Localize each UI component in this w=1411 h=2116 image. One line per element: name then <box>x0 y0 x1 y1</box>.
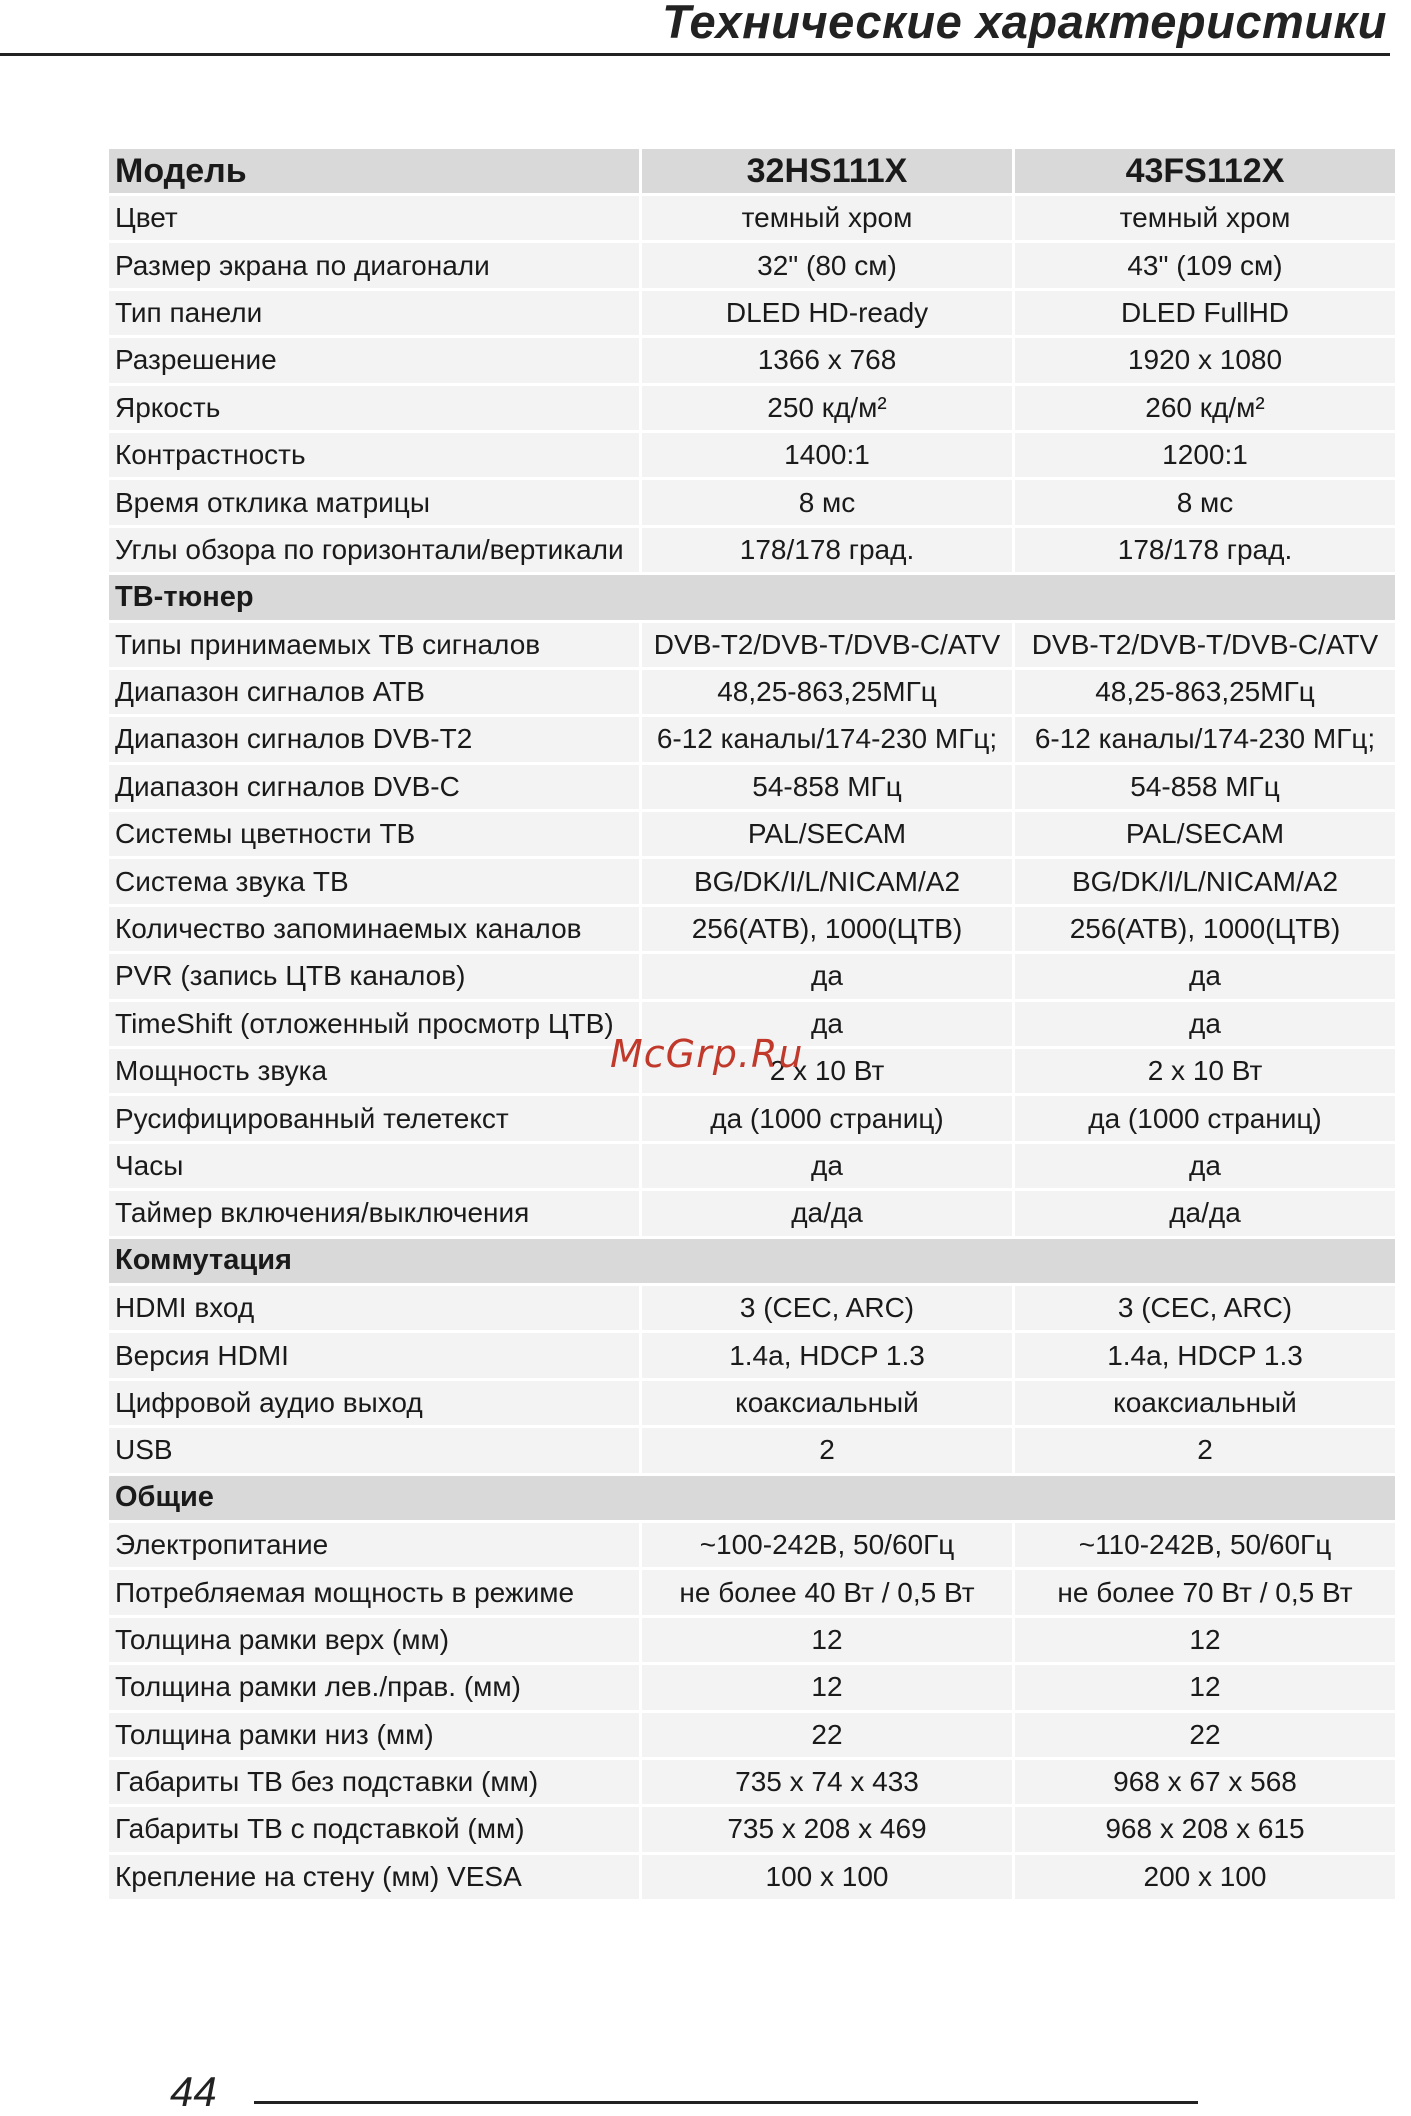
watermark: McGrp.Ru <box>610 1032 804 1076</box>
table-row <box>108 1711 1397 1758</box>
spec-label: Система звука ТВ <box>108 858 641 905</box>
table-row <box>108 1095 1397 1142</box>
spec-value-model-1: да (1000 страниц) <box>641 1095 1014 1142</box>
table-row <box>108 621 1397 668</box>
spec-value-model-2: 968 x 67 x 568 <box>1014 1758 1397 1805</box>
section-title: Коммутация <box>108 1237 1397 1284</box>
table-row <box>108 953 1397 1000</box>
spec-value-model-2: 178/178 град. <box>1014 526 1397 573</box>
spec-label: Количество запоминаемых каналов <box>108 905 641 952</box>
spec-value-model-1: 2 <box>641 1427 1014 1474</box>
table-row <box>108 1806 1397 1853</box>
spec-label: Цифровой аудио выход <box>108 1379 641 1426</box>
spec-value-model-1: 22 <box>641 1711 1014 1758</box>
spec-label: Разрешение <box>108 337 641 384</box>
spec-label: HDMI вход <box>108 1284 641 1331</box>
spec-value-model-2: 54-858 МГц <box>1014 763 1397 810</box>
spec-value-model-1: 48,25-863,25МГц <box>641 668 1014 715</box>
spec-label: Типы принимаемых ТВ сигналов <box>108 621 641 668</box>
spec-label: Мощность звука <box>108 1048 641 1095</box>
table-row <box>108 1616 1397 1663</box>
spec-value-model-1: 250 кд/м² <box>641 384 1014 431</box>
table-row <box>108 384 1397 431</box>
table-row <box>108 479 1397 526</box>
table-row <box>108 1664 1397 1711</box>
spec-label: Версия HDMI <box>108 1332 641 1379</box>
spec-value-model-2: BG/DK/I/L/NICAM/A2 <box>1014 858 1397 905</box>
spec-value-model-2: темный хром <box>1014 195 1397 242</box>
section-title: ТВ-тюнер <box>108 574 1397 621</box>
spec-value-model-2: 3 (CEC, ARC) <box>1014 1284 1397 1331</box>
spec-value-model-2: 22 <box>1014 1711 1397 1758</box>
table-row <box>108 289 1397 336</box>
spec-value-model-2: 2 <box>1014 1427 1397 1474</box>
spec-value-model-1: 1400:1 <box>641 431 1014 478</box>
spec-value-model-1: 3 (CEC, ARC) <box>641 1284 1014 1331</box>
spec-value-model-1: да <box>641 1142 1014 1189</box>
footer-divider <box>254 2101 1198 2104</box>
spec-value-model-2: PAL/SECAM <box>1014 811 1397 858</box>
spec-value-model-2: коаксиальный <box>1014 1379 1397 1426</box>
spec-value-model-2: да <box>1014 1000 1397 1047</box>
spec-label: Углы обзора по горизонтали/вертикали <box>108 526 641 573</box>
spec-value-model-2: 968 x 208 x 615 <box>1014 1806 1397 1853</box>
section-general <box>108 1474 1397 1521</box>
spec-label: Толщина рамки низ (мм) <box>108 1711 641 1758</box>
table-row <box>108 1569 1397 1616</box>
spec-value-model-2: 1.4a, HDCP 1.3 <box>1014 1332 1397 1379</box>
spec-value-model-1: 735 x 208 x 469 <box>641 1806 1014 1853</box>
spec-value-model-2: 8 мс <box>1014 479 1397 526</box>
spec-label: Время отклика матрицы <box>108 479 641 526</box>
spec-value-model-1: 1366 x 768 <box>641 337 1014 384</box>
table-row <box>108 1853 1397 1900</box>
spec-table <box>106 146 1398 1902</box>
page-title: Технические характеристики <box>662 0 1387 48</box>
spec-value-model-2: 200 x 100 <box>1014 1853 1397 1900</box>
table-row <box>108 668 1397 715</box>
model-header-row <box>108 148 1397 195</box>
model-label: Модель <box>108 148 641 195</box>
table-row <box>108 1284 1397 1331</box>
table-row <box>108 1332 1397 1379</box>
table-row <box>108 1142 1397 1189</box>
spec-value-model-2: 12 <box>1014 1616 1397 1663</box>
table-row <box>108 1427 1397 1474</box>
spec-value-model-2: да (1000 страниц) <box>1014 1095 1397 1142</box>
spec-label: Цвет <box>108 195 641 242</box>
spec-value-model-1: ~100-242В, 50/60Гц <box>641 1521 1014 1568</box>
spec-label: Русифицированный телетекст <box>108 1095 641 1142</box>
spec-value-model-2: 48,25-863,25МГц <box>1014 668 1397 715</box>
spec-value-model-1: темный хром <box>641 195 1014 242</box>
spec-value-model-1: 6-12 каналы/174-230 МГц; <box>641 716 1014 763</box>
spec-label: Крепление на стену (мм) VESA <box>108 1853 641 1900</box>
section-title: Общие <box>108 1474 1397 1521</box>
spec-label: Толщина рамки верх (мм) <box>108 1616 641 1663</box>
header-divider <box>0 53 1390 56</box>
table-row <box>108 1190 1397 1237</box>
spec-value-model-1: 1.4a, HDCP 1.3 <box>641 1332 1014 1379</box>
spec-label: Диапазон сигналов DVB-T2 <box>108 716 641 763</box>
spec-label: Контрастность <box>108 431 641 478</box>
spec-value-model-1: PAL/SECAM <box>641 811 1014 858</box>
spec-value-model-1: 100 x 100 <box>641 1853 1014 1900</box>
spec-value-model-2: DLED FullHD <box>1014 289 1397 336</box>
spec-label: Таймер включения/выключения <box>108 1190 641 1237</box>
table-row <box>108 431 1397 478</box>
spec-label: Размер экрана по диагонали <box>108 242 641 289</box>
model-name-1: 32HS111X <box>641 148 1014 195</box>
page-number: 44 <box>170 2068 217 2115</box>
spec-label: Тип панели <box>108 289 641 336</box>
table-row <box>108 1758 1397 1805</box>
model-name-2: 43FS112X <box>1014 148 1397 195</box>
table-row <box>108 526 1397 573</box>
spec-label: Толщина рамки лев./прав. (мм) <box>108 1664 641 1711</box>
spec-value-model-1: BG/DK/I/L/NICAM/A2 <box>641 858 1014 905</box>
spec-label: Габариты ТВ с подставкой (мм) <box>108 1806 641 1853</box>
spec-value-model-2: да <box>1014 953 1397 1000</box>
spec-label: Часы <box>108 1142 641 1189</box>
table-row <box>108 811 1397 858</box>
spec-value-model-1: 32" (80 см) <box>641 242 1014 289</box>
spec-value-model-2: да <box>1014 1142 1397 1189</box>
spec-value-model-1: 54-858 МГц <box>641 763 1014 810</box>
spec-label: USB <box>108 1427 641 1474</box>
section-connectivity <box>108 1237 1397 1284</box>
spec-value-model-1: да <box>641 953 1014 1000</box>
spec-value-model-1: 12 <box>641 1664 1014 1711</box>
table-row <box>108 195 1397 242</box>
spec-label: PVR (запись ЦТВ каналов) <box>108 953 641 1000</box>
table-row <box>108 242 1397 289</box>
spec-label: Системы цветности ТВ <box>108 811 641 858</box>
spec-value-model-2: DVB-T2/DVB-T/DVB-C/ATV <box>1014 621 1397 668</box>
spec-value-model-2: ~110-242В, 50/60Гц <box>1014 1521 1397 1568</box>
table-row <box>108 763 1397 810</box>
spec-value-model-2: 6-12 каналы/174-230 МГц; <box>1014 716 1397 763</box>
spec-value-model-1: да <box>641 1000 1014 1047</box>
spec-label: TimeShift (отложенный просмотр ЦТВ) <box>108 1000 641 1047</box>
spec-label: Электропитание <box>108 1521 641 1568</box>
spec-value-model-1: коаксиальный <box>641 1379 1014 1426</box>
spec-label: Яркость <box>108 384 641 431</box>
spec-value-model-1: 256(АТВ), 1000(ЦТВ) <box>641 905 1014 952</box>
spec-label: Потребляемая мощность в режиме <box>108 1569 641 1616</box>
spec-value-model-1: 735 x 74 x 433 <box>641 1758 1014 1805</box>
spec-value-model-1: 8 мс <box>641 479 1014 526</box>
spec-value-model-1: 12 <box>641 1616 1014 1663</box>
spec-label: Диапазон сигналов АТВ <box>108 668 641 715</box>
table-row <box>108 337 1397 384</box>
spec-value-model-2: да/да <box>1014 1190 1397 1237</box>
table-row <box>108 1379 1397 1426</box>
spec-value-model-1: DLED HD-ready <box>641 289 1014 336</box>
spec-value-model-2: не более 70 Вт / 0,5 Вт <box>1014 1569 1397 1616</box>
spec-value-model-2: 1920 x 1080 <box>1014 337 1397 384</box>
spec-value-model-1: да/да <box>641 1190 1014 1237</box>
spec-label: Габариты ТВ без подставки (мм) <box>108 1758 641 1805</box>
spec-value-model-2: 256(АТВ), 1000(ЦТВ) <box>1014 905 1397 952</box>
table-row <box>108 716 1397 763</box>
spec-value-model-1: 2 x 10 Вт <box>641 1048 1014 1095</box>
section-tv-tuner <box>108 574 1397 621</box>
spec-value-model-2: 43" (109 см) <box>1014 242 1397 289</box>
spec-value-model-1: 178/178 град. <box>641 526 1014 573</box>
spec-value-model-2: 260 кд/м² <box>1014 384 1397 431</box>
spec-value-model-2: 12 <box>1014 1664 1397 1711</box>
spec-value-model-1: DVB-T2/DVB-T/DVB-C/ATV <box>641 621 1014 668</box>
table-row <box>108 1521 1397 1568</box>
table-row <box>108 905 1397 952</box>
spec-label: Диапазон сигналов DVB-C <box>108 763 641 810</box>
spec-value-model-2: 1200:1 <box>1014 431 1397 478</box>
spec-value-model-2: 2 x 10 Вт <box>1014 1048 1397 1095</box>
table-row <box>108 858 1397 905</box>
spec-value-model-1: не более 40 Вт / 0,5 Вт <box>641 1569 1014 1616</box>
